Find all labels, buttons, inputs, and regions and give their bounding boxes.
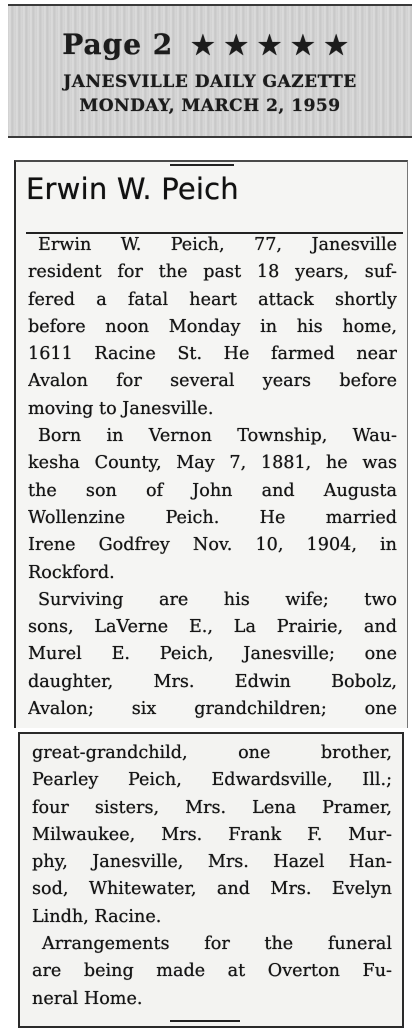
text-line: sons, LaVerne E., La Prairie, and	[28, 617, 397, 638]
text-line: Irene Godfrey Nov. 10, 1904, in	[28, 535, 397, 556]
text-line: Rockford.	[28, 562, 115, 583]
text-line: the son of John and Augusta	[28, 480, 397, 501]
end-rule	[170, 1020, 240, 1022]
text-line: Wollenzine Peich. He married	[28, 507, 397, 528]
text-line: Born in Vernon Township, Wau-	[38, 426, 397, 447]
text-line: Lindh, Racine.	[32, 906, 162, 927]
text-line: Surviving are his wife; two	[38, 589, 397, 610]
text-line: Erwin W. Peich, 77, Janesville	[38, 235, 397, 255]
text-line: Avalon for several years before	[28, 371, 397, 392]
text-line: Arrangements for the funeral	[42, 934, 392, 955]
text-line: Pearley Peich, Edwardsville, Ill.;	[32, 770, 392, 791]
text-line: Murel E. Peich, Janesville; one	[28, 644, 397, 665]
text-line: four sisters, Mrs. Lena Pramer,	[32, 797, 392, 818]
obituary-text-top	[28, 232, 397, 723]
text-line: moving to Janesville.	[28, 398, 214, 419]
text-line: neral Home.	[32, 988, 143, 1009]
text-line: fered a fatal heart attack shortly	[28, 289, 397, 310]
text-line: sod, Whitewater, and Mrs. Evelyn	[32, 879, 392, 900]
text-line: kesha County, May 7, 1881, he was	[28, 453, 397, 474]
newspaper-name: JANESVILLE DAILY GAZETTE	[63, 72, 357, 92]
text-line: are being made at Overton Fu-	[32, 961, 392, 982]
page-number: Page 2	[62, 28, 174, 61]
publication-date: MONDAY, MARCH 2, 1959	[79, 96, 341, 116]
text-line: Avalon; six grandchildren; one	[28, 699, 397, 720]
star-row-icon: ★★★★★	[191, 31, 358, 61]
text-line: 1611 Racine St. He farmed near	[28, 344, 397, 365]
column-rule	[170, 164, 234, 166]
text-line: Milwaukee, Mrs. Frank F. Mur-	[32, 824, 392, 845]
obituary-headline: Erwin W. Peich	[26, 172, 239, 206]
text-line: daughter, Mrs. Edwin Bobolz,	[28, 671, 397, 692]
obituary-text-bottom	[32, 740, 392, 1013]
text-line: phy, Janesville, Mrs. Hazel Han-	[32, 852, 392, 873]
text-line: resident for the past 18 years, suf-	[28, 262, 397, 283]
obituary-clipping-bottom	[18, 732, 404, 1028]
text-line: before noon Monday in his home,	[28, 316, 397, 337]
page-number-line	[8, 28, 412, 61]
masthead-clipping	[8, 4, 412, 138]
obituary-clipping-top	[14, 160, 408, 728]
text-line: great-grandchild, one brother,	[32, 743, 392, 763]
